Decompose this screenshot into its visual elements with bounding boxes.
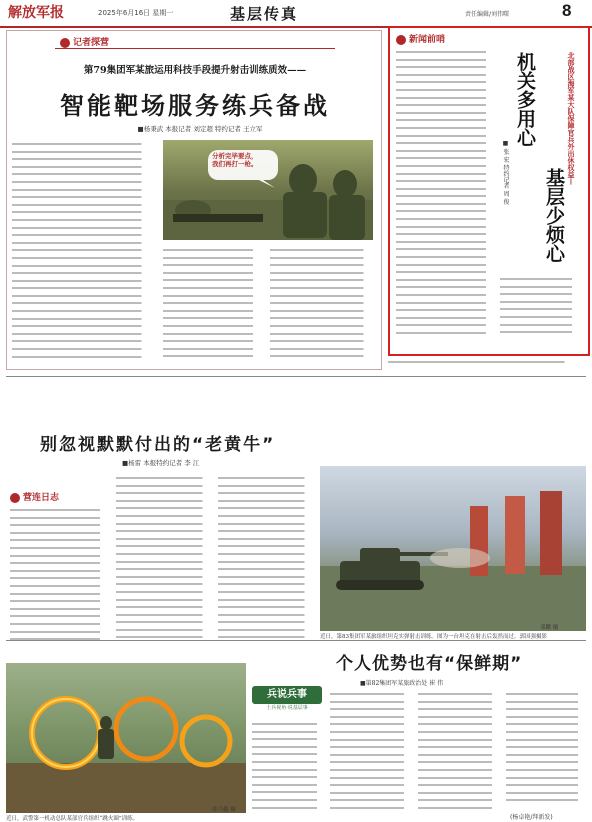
article-headline: 智能靶场服务练兵备战 [60,92,330,120]
middle-tag [10,490,59,503]
news-title-line1: 机关多用心 [514,52,536,147]
fire-ring-photo [6,663,246,813]
news-subtitle: 北部战区海军某大队保障官兵外出休权益— [567,52,576,185]
bottom-body-col4 [506,690,586,808]
column-title: 兵说兵事 [252,686,322,704]
section-title: 基层传真 [230,5,299,23]
section-divider [6,640,586,641]
news-title-line2: 基层少烦心 [543,168,565,263]
speech-bubble-text: 分析完毕要点， 我们再打一枪。 [212,152,258,168]
tank-photo-caption: 近日，第83集团军某旅组织坦克实弹射击训练。图为一台坦克在射击后轰然而过。郭国强摄影 [320,634,548,640]
tank-photo-credit: 邓鹏 摄 [540,625,559,631]
news-body-col1 [396,48,496,342]
bullet-icon [396,35,406,45]
news-tag-label: 新闻前哨 [409,35,446,45]
article-kicker: 第79集团军某旅运用科技手段提升射击训练质效—— [83,65,307,76]
article-byline: ■杨秉武 本报记者 刘定超 特约记者 王立军 [137,125,263,133]
bullet-icon [60,38,70,48]
feature-tag-label: 记者探营 [73,38,110,48]
article-body-col3 [270,246,374,362]
newspaper-logo: 解放军报 [8,5,64,21]
article-body-col1 [12,140,156,362]
bottom-byline: ■第82集团军某旅政治处 崔 伟 [360,680,444,687]
bottom-body-col1 [252,720,324,812]
middle-body-col3 [218,474,314,646]
issue-date: 2025年6月16日 星期一 [98,9,174,17]
bottom-headline: 个人优势也有“保鲜期” [336,654,523,674]
responsible-editor: 责任编辑/刘伟曙 [465,11,510,18]
news-body-col2 [500,275,580,345]
middle-tag-label: 营连日志 [23,493,60,503]
bullet-icon [10,493,20,503]
bottom-body-col3 [418,690,500,812]
middle-headline: 别忽视默默付出的“老黄牛” [40,435,276,455]
page-number: 8 [562,1,572,20]
tank-photo [320,466,586,631]
news-byline: ■ 张 宏 特约记者 周 俊 [502,140,509,205]
layout-editor: (杨卓艳/拜新发) [510,814,553,821]
middle-body-col2 [116,474,212,646]
divider [55,48,335,49]
fire-ring-caption: 近日，武警第一机动总队某部官兵组织“跳火圈”训练。 [6,816,139,822]
fire-ring-credit: 薛乃鑫 摄 [212,807,236,813]
right-body-tail [388,358,584,370]
middle-byline: ■杨雷 本报特约记者 李 江 [122,459,200,467]
article-body-col2 [163,246,263,362]
middle-body-col1 [10,506,110,646]
section-divider [6,376,586,377]
news-tag [396,32,445,45]
column-logo [252,686,322,716]
feature-tag [60,35,109,48]
column-subtitle: 士兵视角·说基层事 [266,705,308,711]
bottom-body-col2 [330,690,412,812]
